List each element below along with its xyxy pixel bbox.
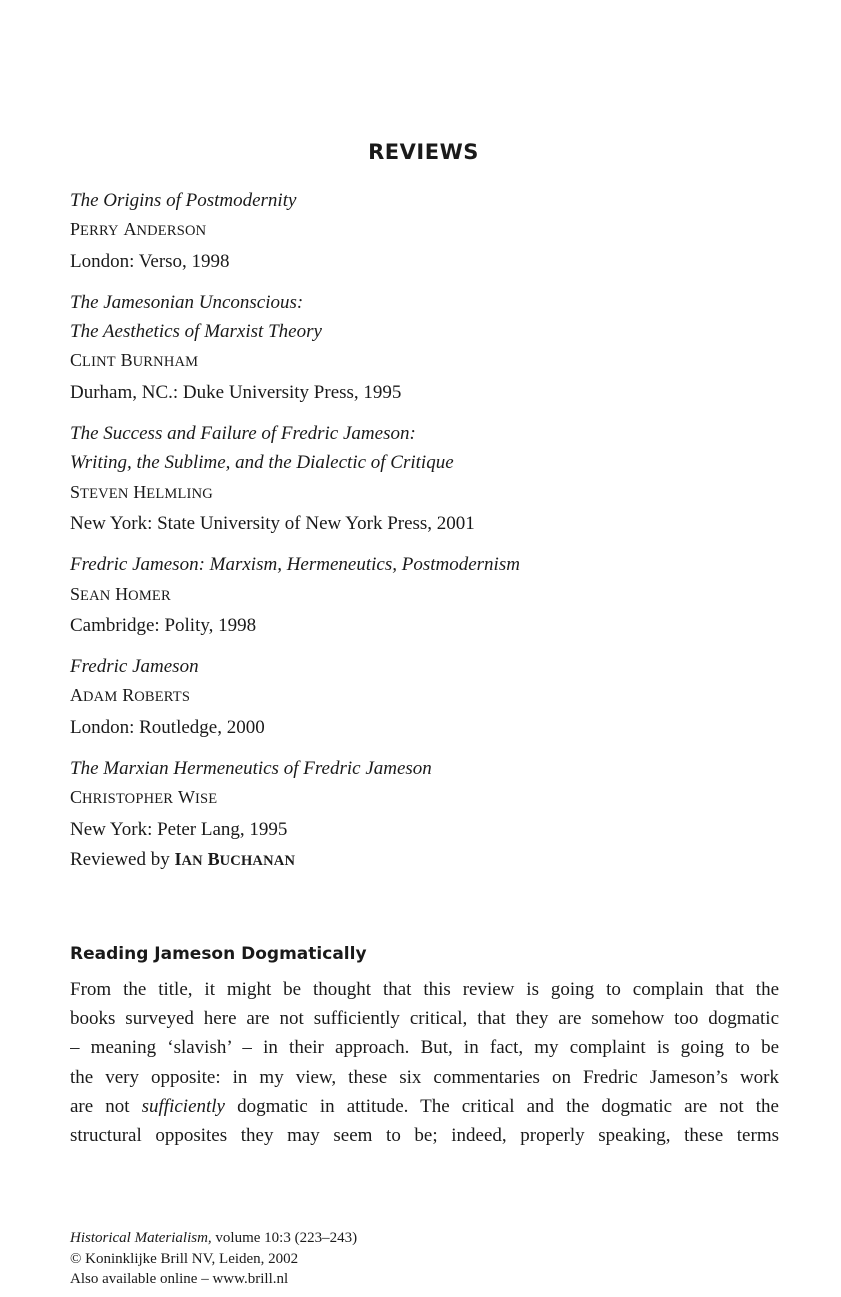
body-line: the very opposite: in my view, these six commentaries on Fredric Jameson’s work	[70, 1066, 779, 1088]
book-title: The Origins of Postmodernity	[70, 190, 297, 211]
section-heading: Reading Jameson Dogmatically	[70, 944, 367, 964]
journal-footer	[70, 1228, 357, 1290]
emphasis: sufficiently	[141, 1095, 225, 1117]
book-entry	[70, 288, 790, 407]
book-entry	[70, 652, 790, 742]
book-publisher: London: Verso, 1998	[70, 250, 230, 272]
book-author: ADAM ROBERTS	[70, 685, 191, 706]
footer-citation: Historical Materialism, volume 10:3 (223–243)	[70, 1230, 358, 1246]
book-author: CHRISTOPHER WISE	[70, 787, 218, 808]
book-publisher: London: Routledge, 2000	[70, 716, 265, 738]
book-entry	[70, 550, 790, 640]
book-title: Fredric Jameson: Marxism, Hermeneutics, Postmodernism	[70, 554, 520, 576]
book-author: CLINT BURNHAM	[70, 350, 199, 371]
body-line: structural opposites they may seem to be; indeed, properly speaking, these terms	[70, 1124, 779, 1146]
body-line: books surveyed here are not sufficiently critical, that they are somehow too dogmatic	[70, 1008, 779, 1030]
reviewer-credit: Reviewed by IAN BUCHANAN	[70, 849, 296, 870]
footer-online: Also available online – www.brill.nl	[70, 1271, 289, 1287]
body-line: – meaning ‘slavish’ – in their approach. But, in fact, my complaint is going to be	[70, 1037, 779, 1059]
footer-copyright: © Koninklijke Brill NV, Leiden, 2002	[70, 1250, 299, 1267]
book-entry	[70, 186, 790, 276]
book-author: PERRY ANDERSON	[70, 219, 207, 240]
book-title: The Success and Failure of Fredric Jameson:	[70, 423, 416, 445]
book-subtitle: Writing, the Sublime, and the Dialectic of Critique	[70, 452, 454, 474]
book-entry	[70, 754, 790, 844]
body-paragraph	[70, 975, 779, 1150]
page-title: REVIEWS	[368, 140, 479, 164]
body-line: From the title, it might be thought that this review is going to complain that the	[70, 979, 779, 1000]
book-entry	[70, 419, 790, 538]
book-publisher: New York: Peter Lang, 1995	[70, 818, 288, 840]
book-title: The Jamesonian Unconscious:	[70, 291, 304, 313]
book-title: The Marxian Hermeneutics of Fredric Jameson	[70, 758, 432, 780]
book-author: SEAN HOMER	[70, 583, 171, 604]
book-publisher: Cambridge: Polity, 1998	[70, 614, 257, 636]
book-title: Fredric Jameson	[70, 656, 199, 678]
book-publisher: New York: State University of New York Press, 2001	[70, 512, 475, 534]
reviewer-name: IAN BUCHANAN	[174, 849, 296, 869]
book-subtitle: The Aesthetics of Marxist Theory	[70, 321, 322, 343]
reviewed-books-list	[70, 186, 790, 856]
book-publisher: Durham, NC.: Duke University Press, 1995	[70, 381, 402, 403]
book-author: STEVEN HELMLING	[70, 481, 213, 502]
body-line: are not sufficiently dogmatic in attitude. The critical and the dogmatic are not the	[70, 1095, 779, 1117]
